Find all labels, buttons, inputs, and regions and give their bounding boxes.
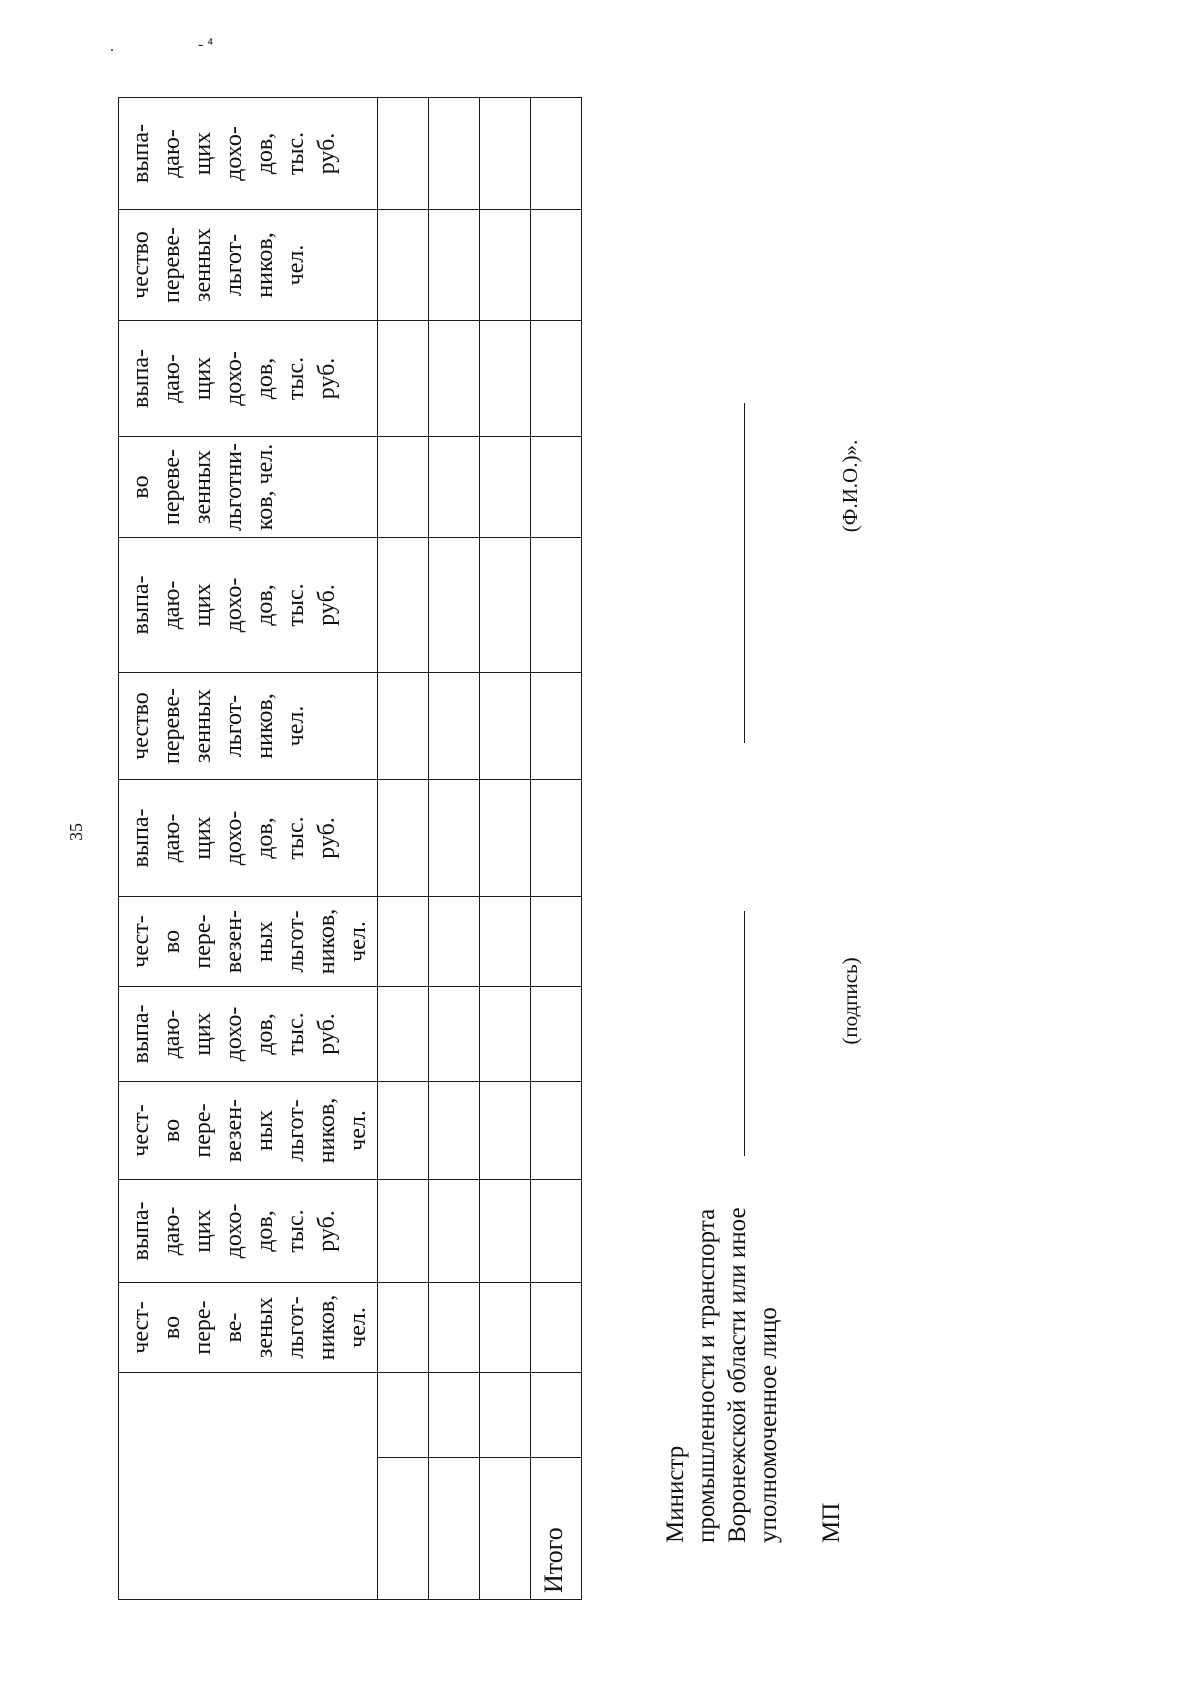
column-header: выпа- даю- щих дохо- дов, тыс. руб. [119, 321, 378, 437]
signer-line: уполномоченное лицо [755, 1307, 782, 1543]
page-number: 35 [66, 823, 86, 841]
top-left-header-cell [119, 1373, 378, 1600]
scan-speck: - ⁴ [198, 36, 213, 53]
signer-line: Министр [662, 1445, 689, 1543]
row-label-cell [378, 1458, 429, 1600]
total-label-cell: Итого [531, 1458, 582, 1600]
column-header: выпа- даю- щих дохо- дов, тыс. руб. [119, 780, 378, 897]
column-header: выпа- даю- щих дохо- дов, тыс. руб. [119, 538, 378, 673]
name-caption: (Ф.И.О.)». [838, 439, 862, 533]
row-label-cell [480, 1458, 531, 1600]
table-row [429, 98, 480, 1600]
signature-line [744, 911, 745, 1156]
table-row [378, 98, 429, 1600]
column-header: выпа- даю- щих дохо- дов, тыс. руб. [119, 987, 378, 1082]
stamp-placeholder-label: МП [818, 1502, 845, 1543]
column-header: чество переве- зенных льгот- ников, чел. [119, 210, 378, 321]
header-row [119, 98, 378, 1600]
report-table [118, 97, 582, 1600]
column-header: чест- во пере- ве- зеных льгот- ников, чел. [119, 1283, 378, 1373]
scan-speck: . [110, 38, 114, 55]
column-header: во переве- зенных льготни- ков, чел. [119, 437, 378, 538]
table-row [480, 98, 531, 1600]
column-header: выпа- даю- щих дохо- дов, тыс. руб. [119, 1180, 378, 1283]
column-header: выпа- даю- щих дохо- дов, тыс. руб. [119, 98, 378, 210]
column-header: чест- во пере- везен- ных льгот- ников, чел. [119, 1082, 378, 1180]
signer-title [660, 1207, 784, 1543]
column-header: чест- во пере- везен- ных льгот- ников, чел. [119, 897, 378, 987]
row-label-cell [429, 1458, 480, 1600]
total-row [531, 98, 582, 1600]
signer-line: промышленности и транспорта [693, 1208, 720, 1543]
signature-caption: (подпись) [838, 957, 862, 1045]
name-line [744, 403, 745, 743]
column-header: чество переве- зенных льгот- ников, чел. [119, 673, 378, 780]
signer-line: Воронежской области или иное [724, 1207, 751, 1543]
